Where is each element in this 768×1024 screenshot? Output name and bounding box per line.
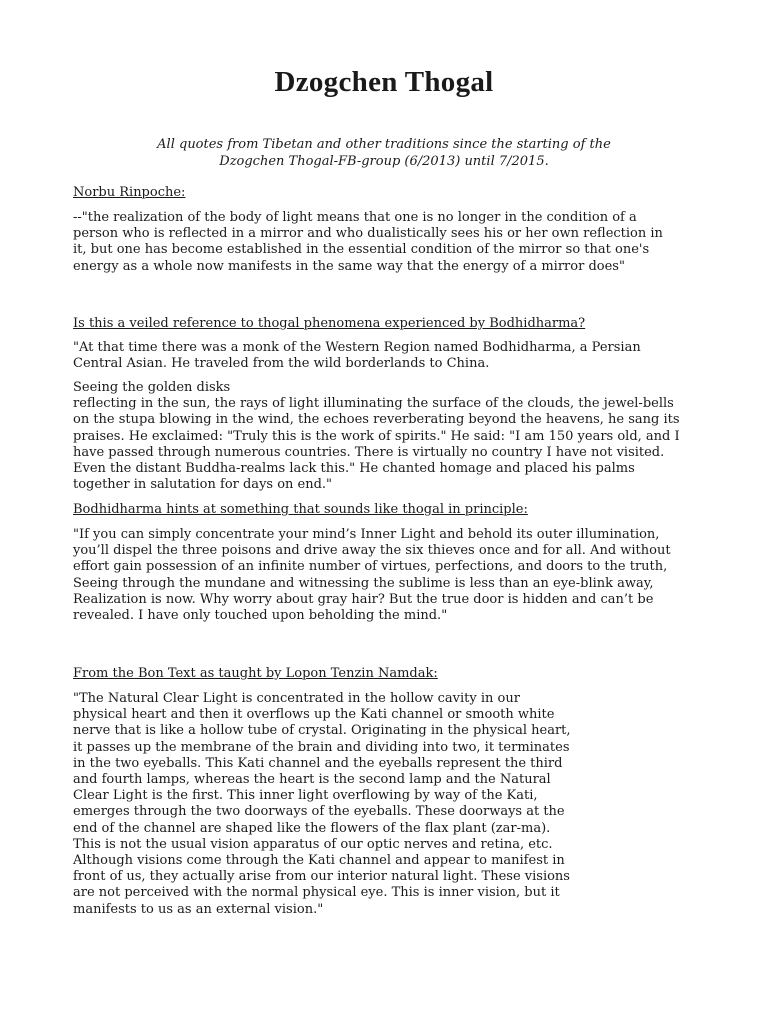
text-line: effort gain possession of an infinite number of virtues, perfections, and doors to the truth, <box>73 559 668 575</box>
text-line: emerges through the two doorways of the eyeballs. These doorways at the <box>73 804 565 820</box>
text-line: physical heart and then it overflows up the Kati channel or smooth white <box>73 707 555 723</box>
quote-bodhidharma-intro <box>73 340 641 372</box>
text-line: Seeing through the mundane and witnessing the sublime is less than an eye-blink away, <box>73 575 654 591</box>
text-line: in the two eyeballs. This Kati channel and the eyeballs represent the third <box>73 755 563 771</box>
text-line: energy as a whole now manifests in the same way that the energy of a mirror does" <box>73 258 625 274</box>
text-line: it passes up the membrane of the brain and dividing into two, it terminates <box>73 739 570 755</box>
text-line: it, but one has become established in the essential condition of the mirror so that one's <box>73 242 650 258</box>
text-line: person who is reflected in a mirror and who dualistically sees his or her own reflection in <box>73 226 663 242</box>
text-line: Central Asian. He traveled from the wild borderlands to China. <box>73 356 490 372</box>
page-subtitle <box>0 136 768 170</box>
text-line: end of the channel are shaped like the flowers of the flax plant (zar-ma). <box>73 820 551 836</box>
text-line: you’ll dispel the three poisons and drive away the six thieves once and for all. And without <box>73 543 671 559</box>
quote-bodhidharma-golden-disks <box>73 380 680 493</box>
text-line: "At that time there was a monk of the Western Region named Bodhidharma, a Persian <box>73 340 641 355</box>
text-line: front of us, they actually arise from our interior natural light. These visions <box>73 869 570 885</box>
text-line: revealed. I have only touched upon beholding the mind." <box>73 608 448 624</box>
text-line: Even the distant Buddha-realms lack this." He chanted homage and placed his palms <box>73 461 635 477</box>
text-line: have passed through numerous countries. There is virtually no country I have not visited. <box>73 444 665 460</box>
text-line: manifests to us as an external vision." <box>73 901 324 917</box>
text-line: This is not the usual vision apparatus of our optic nerves and retina, etc. <box>73 836 553 852</box>
text-line: on the stupa blowing in the wind, the echoes reverberating beyond the heavens, he sang its <box>73 412 680 428</box>
text-line: together in salutation for days on end." <box>73 477 333 493</box>
text-line: Although visions come through the Kati channel and appear to manifest in <box>73 853 565 869</box>
text-line: reflecting in the sun, the rays of light illuminating the surface of the clouds, the jewel-bells <box>73 396 674 412</box>
page-title: Dzogchen Thogal <box>274 66 494 98</box>
text-line: are not perceived with the normal physical eye. This is inner vision, but it <box>73 885 560 901</box>
text-line: --"the realization of the body of light means that one is no longer in the condition of a <box>73 210 637 225</box>
text-line: nerve that is like a hollow tube of crystal. Originating in the physical heart, <box>73 723 571 739</box>
subtitle-line: All quotes from Tibetan and other traditions since the starting of the <box>157 137 611 152</box>
section-heading-bodhidharma-hints: Bodhidharma hints at something that sounds like thogal in principle: <box>73 502 528 517</box>
quote-bodhidharma-inner-light <box>73 527 671 624</box>
text-line: and fourth lamps, whereas the heart is the second lamp and the Natural <box>73 772 551 788</box>
section-heading-bon-text: From the Bon Text as taught by Lopon Tenzin Namdak: <box>73 666 438 681</box>
section-heading-bodhidharma-veiled: Is this a veiled reference to thogal phenomena experienced by Bodhidharma? <box>73 316 586 331</box>
text-line: Clear Light is the first. This inner light overflowing by way of the Kati, <box>73 788 538 804</box>
subtitle-line: Dzogchen Thogal-FB-group (6/2013) until 7/2015. <box>219 154 549 169</box>
text-line: praises. He exclaimed: "Truly this is the work of spirits." He said: "I am 150 years old, and I <box>73 428 680 444</box>
quote-norbu-rinpoche <box>73 210 663 275</box>
text-line: "If you can simply concentrate your mind’s Inner Light and behold its outer illumination, <box>73 527 660 542</box>
text-line: Seeing the golden disks <box>73 380 231 395</box>
quote-bon-text <box>73 691 571 918</box>
text-line: Realization is now. Why worry about gray hair? But the true door is hidden and can’t be <box>73 591 654 607</box>
section-heading-norbu-rinpoche: Norbu Rinpoche: <box>73 185 186 200</box>
text-line: "The Natural Clear Light is concentrated in the hollow cavity in our <box>73 691 520 706</box>
